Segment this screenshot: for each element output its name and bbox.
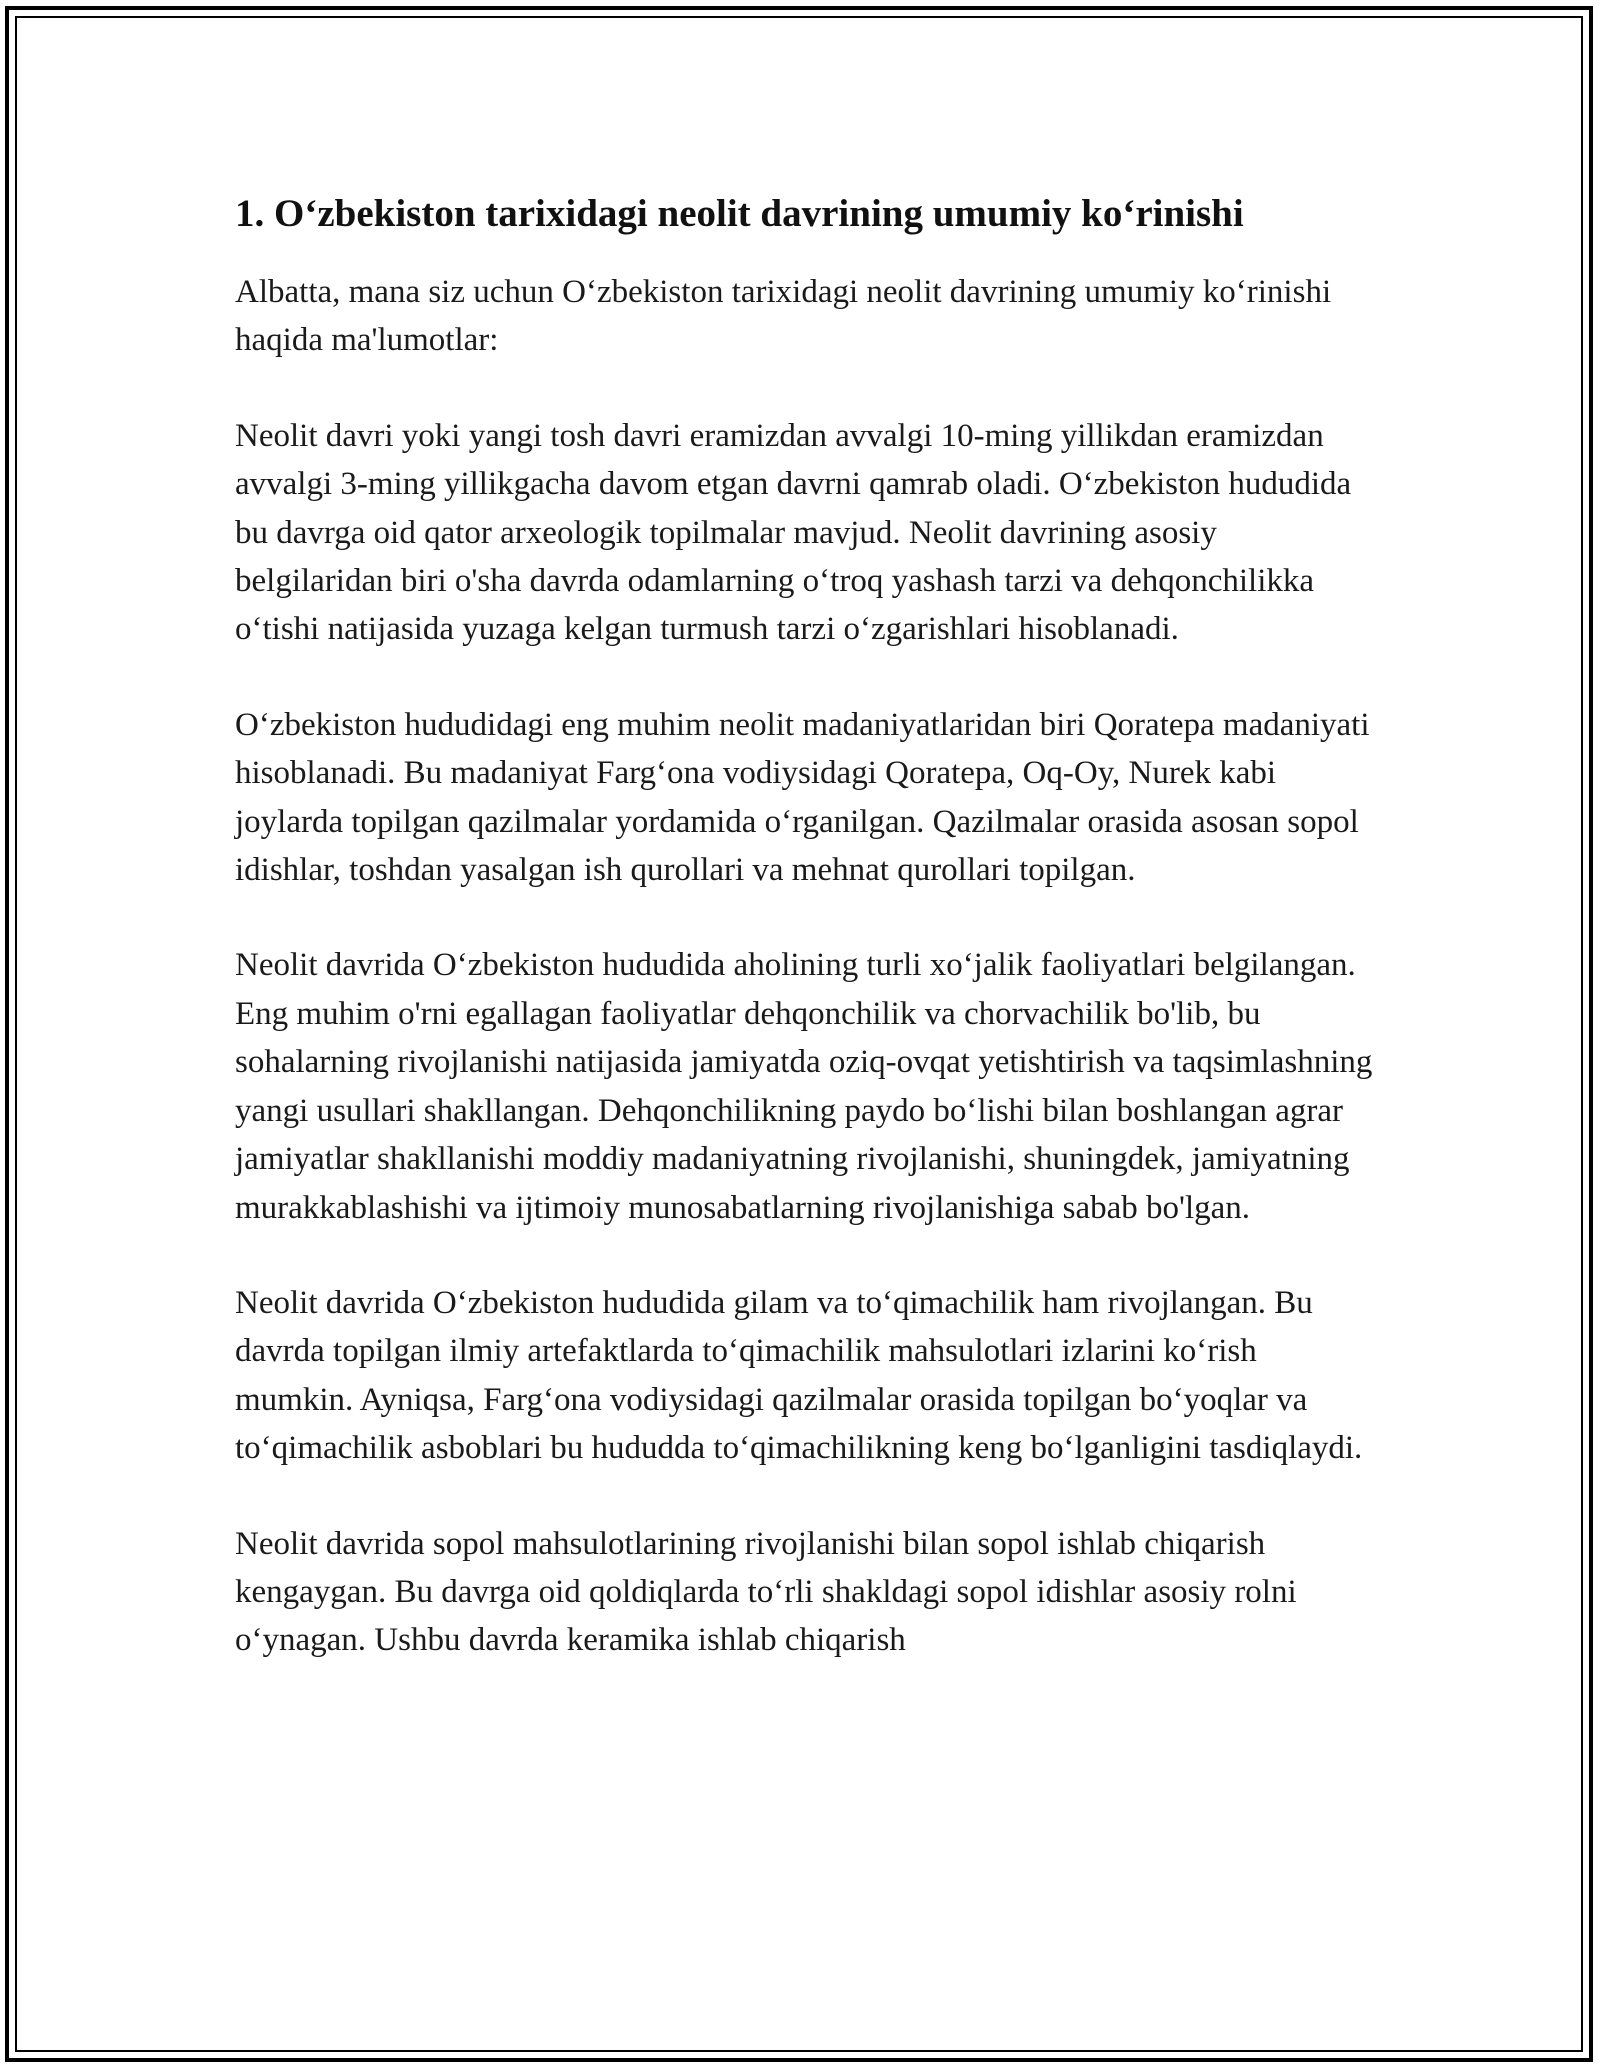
paragraph-economic-activities: Neolit davrida O‘zbekiston hududida aholining turli xo‘jalik faoliyatlari belgilangan. Eng muhim o'rni egallagan faoliyatlar dehqonchilik va chorvachilik bo'lib, bu sohalarning rivojlanishi natijasida jamiyatda oziq-ovqat yetishtirish va taqsimlashning yangi usullari shakllangan. Dehqonchilikning paydo bo‘lishi bilan boshlangan agrar jamiyatlar shakllanishi moddiy madaniyatning rivojlanishi, shuningdek, jamiyatning murakkablashishi va ijtimoiy munosabatlarning rivojlanishiga sabab bo'lgan. <box>235 947 1373 1226</box>
paragraph-textiles: Neolit davrida O‘zbekiston hududida gilam va to‘qimachilik ham rivojlangan. Bu davrda topilgan ilmiy artefaktlarda to‘qimachilik mahsulotlari izlarini ko‘rish mumkin. Ayniqsa, Farg‘ona vodiysidagi qazilmalar orasida topilgan bo‘yoqlar va to‘qimachilik asboblari bu hududda to‘qimachilikning keng bo‘lganligini tasdiqlaydi. <box>235 1284 1363 1467</box>
section-heading: 1. O‘zbekiston tarixidagi neolit davrining umumiy ko‘rinishi <box>235 192 1244 235</box>
paragraph-intro: Albatta, mana siz uchun O‘zbekiston tarixidagi neolit davrining umumiy ko‘rinishi haqida ma'lumotlar: <box>235 274 1332 359</box>
paragraph-neolithic-period: Neolit davri yoki yangi tosh davri eramizdan avvalgi 10-ming yillikdan eramizdan avvalgi 3-ming yillikgacha davom etgan davrni qamrab oladi. O‘zbekiston hududida bu davrga oid qator arxeologik topilmalar mavjud. Neolit davrining asosiy belgilaridan biri o'sha davrda odamlarning o‘troq yashash tarzi va dehqonchilikka o‘tishi natijasida yuzaga kelgan turmush tarzi o‘zgarishlari hisoblanadi. <box>235 417 1352 648</box>
paragraph-qoratepa-culture: O‘zbekiston hududidagi eng muhim neolit madaniyatlaridan biri Qoratepa madaniyati hisoblanadi. Bu madaniyat Farg‘ona vodiysidagi Qoratepa, Oq-Oy, Nurek kabi joylarda topilgan qazilmalar yordamida o‘rganilgan. Qazilmalar orasida asosan sopol idishlar, toshdan yasalgan ish qurollari va mehnat qurollari topilgan. <box>235 706 1370 889</box>
paragraph-pottery: Neolit davrida sopol mahsulotlarining rivojlanishi bilan sopol ishlab chiqarish kengaygan. Bu davrga oid qoldiqlarda to‘rli shakldagi sopol idishlar asosiy rolni o‘ynagan. Ushbu davrda keramika ishlab chiqarish <box>235 1525 1297 1659</box>
document-content <box>235 186 1375 1712</box>
